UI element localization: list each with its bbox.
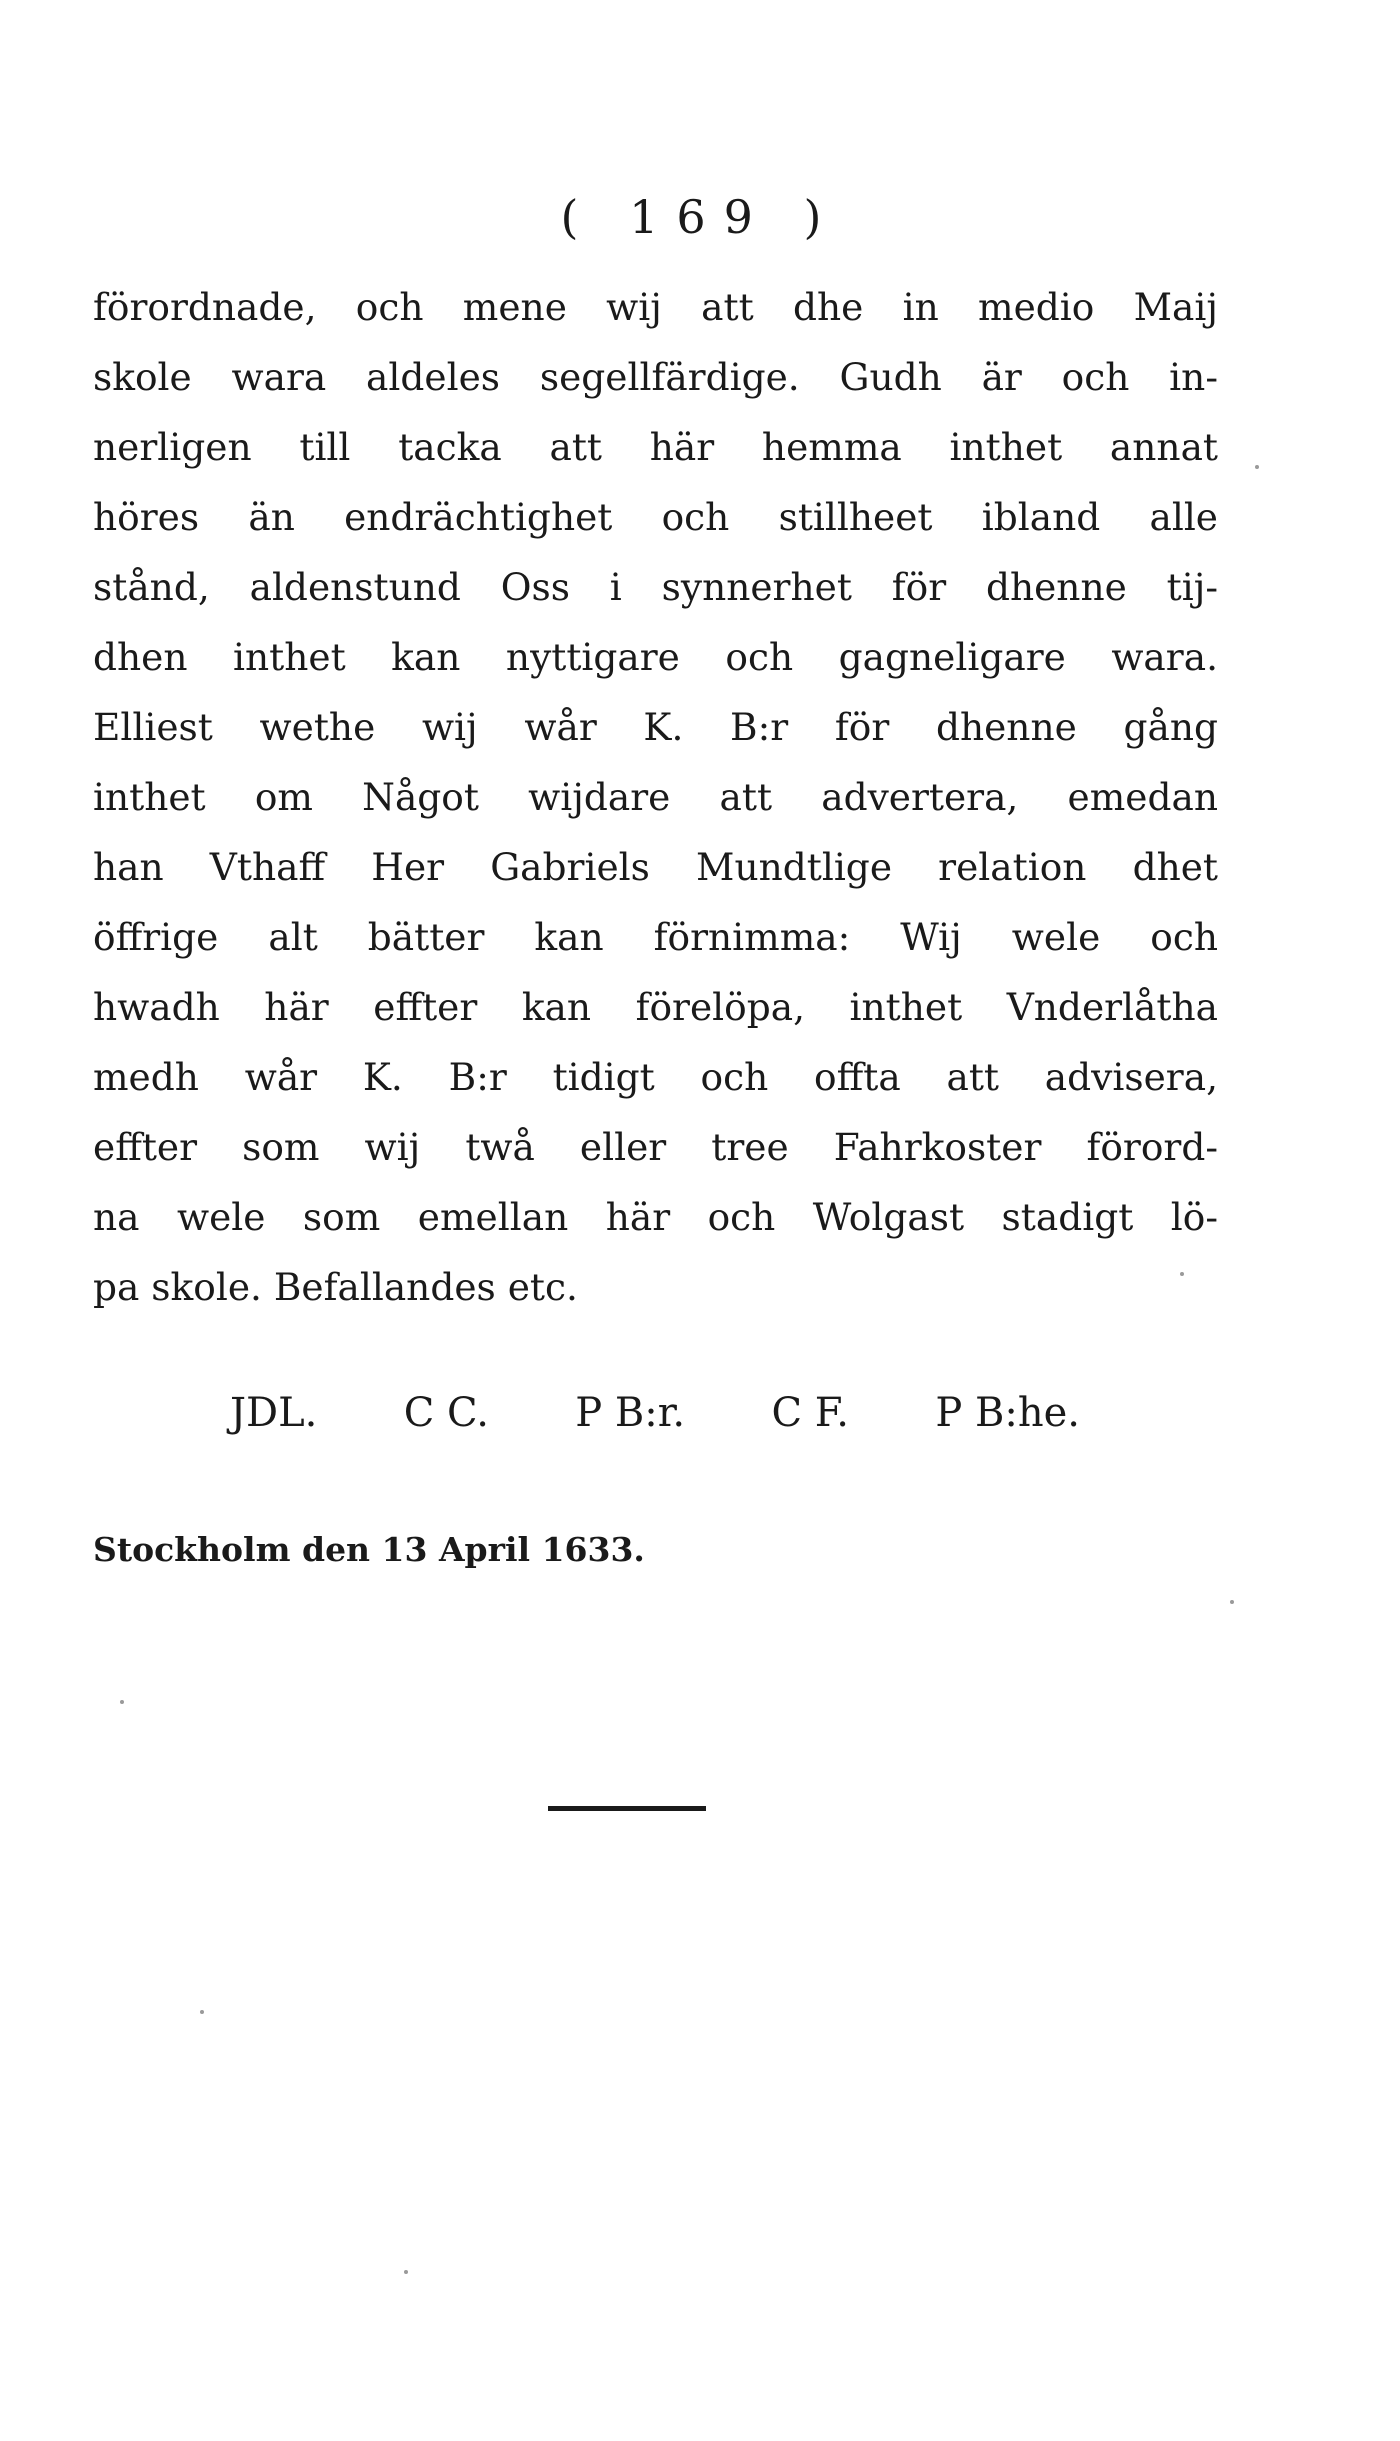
signature: P B:r.: [575, 1390, 686, 1436]
text-line: medh wår K. B:r tidigt och offta att advisera,: [93, 1055, 1218, 1099]
text-line: förordnade, och mene wij att dhe in medio Maij: [93, 285, 1218, 329]
text-line: nerligen till tacka att här hemma inthet annat: [93, 425, 1218, 469]
text-line: dhen inthet kan nyttigare och gagneligare wara.: [93, 635, 1218, 679]
text-line: inthet om Något wijdare att advertera, emedan: [93, 775, 1218, 819]
scan-speck: [120, 1700, 124, 1704]
scan-speck: [1230, 1600, 1234, 1604]
text-line: skole wara aldeles segellfärdige. Gudh är och in-: [93, 355, 1218, 399]
page-number: ( 169 ): [560, 190, 840, 244]
text-line: Elliest wethe wij wår K. B:r för dhenne gång: [93, 705, 1218, 749]
signature: C C.: [403, 1390, 489, 1436]
signature: C F.: [771, 1390, 850, 1436]
text-line-last: pa skole. Befallandes etc.: [93, 1265, 578, 1309]
text-line: han Vthaff Her Gabriels Mundtlige relation dhet: [93, 845, 1218, 889]
scan-speck: [1180, 1272, 1184, 1276]
text-line: stånd, aldenstund Oss i synnerhet för dhenne tij-: [93, 565, 1218, 609]
dateline: Stockholm den 13 April 1633.: [93, 1530, 645, 1569]
text-line: hwadh här effter kan förelöpa, inthet Vnderlåtha: [93, 985, 1218, 1029]
text-line: na wele som emellan här och Wolgast stadigt lö-: [93, 1195, 1218, 1239]
signatures-row: [230, 1390, 1080, 1436]
letter-body: [93, 272, 1218, 1322]
text-line: öffrige alt bätter kan förnimma: Wij wele och: [93, 915, 1218, 959]
signature: JDL.: [230, 1390, 318, 1436]
scan-speck: [1255, 465, 1259, 469]
text-line: effter som wij twå eller tree Fahrkoster förord-: [93, 1125, 1218, 1169]
signature: P B:he.: [935, 1390, 1080, 1436]
text-line: höres än endrächtighet och stillheet ibland alle: [93, 495, 1218, 539]
scan-speck: [404, 2270, 408, 2274]
scan-speck: [200, 2010, 204, 2014]
divider-rule: [548, 1806, 706, 1811]
